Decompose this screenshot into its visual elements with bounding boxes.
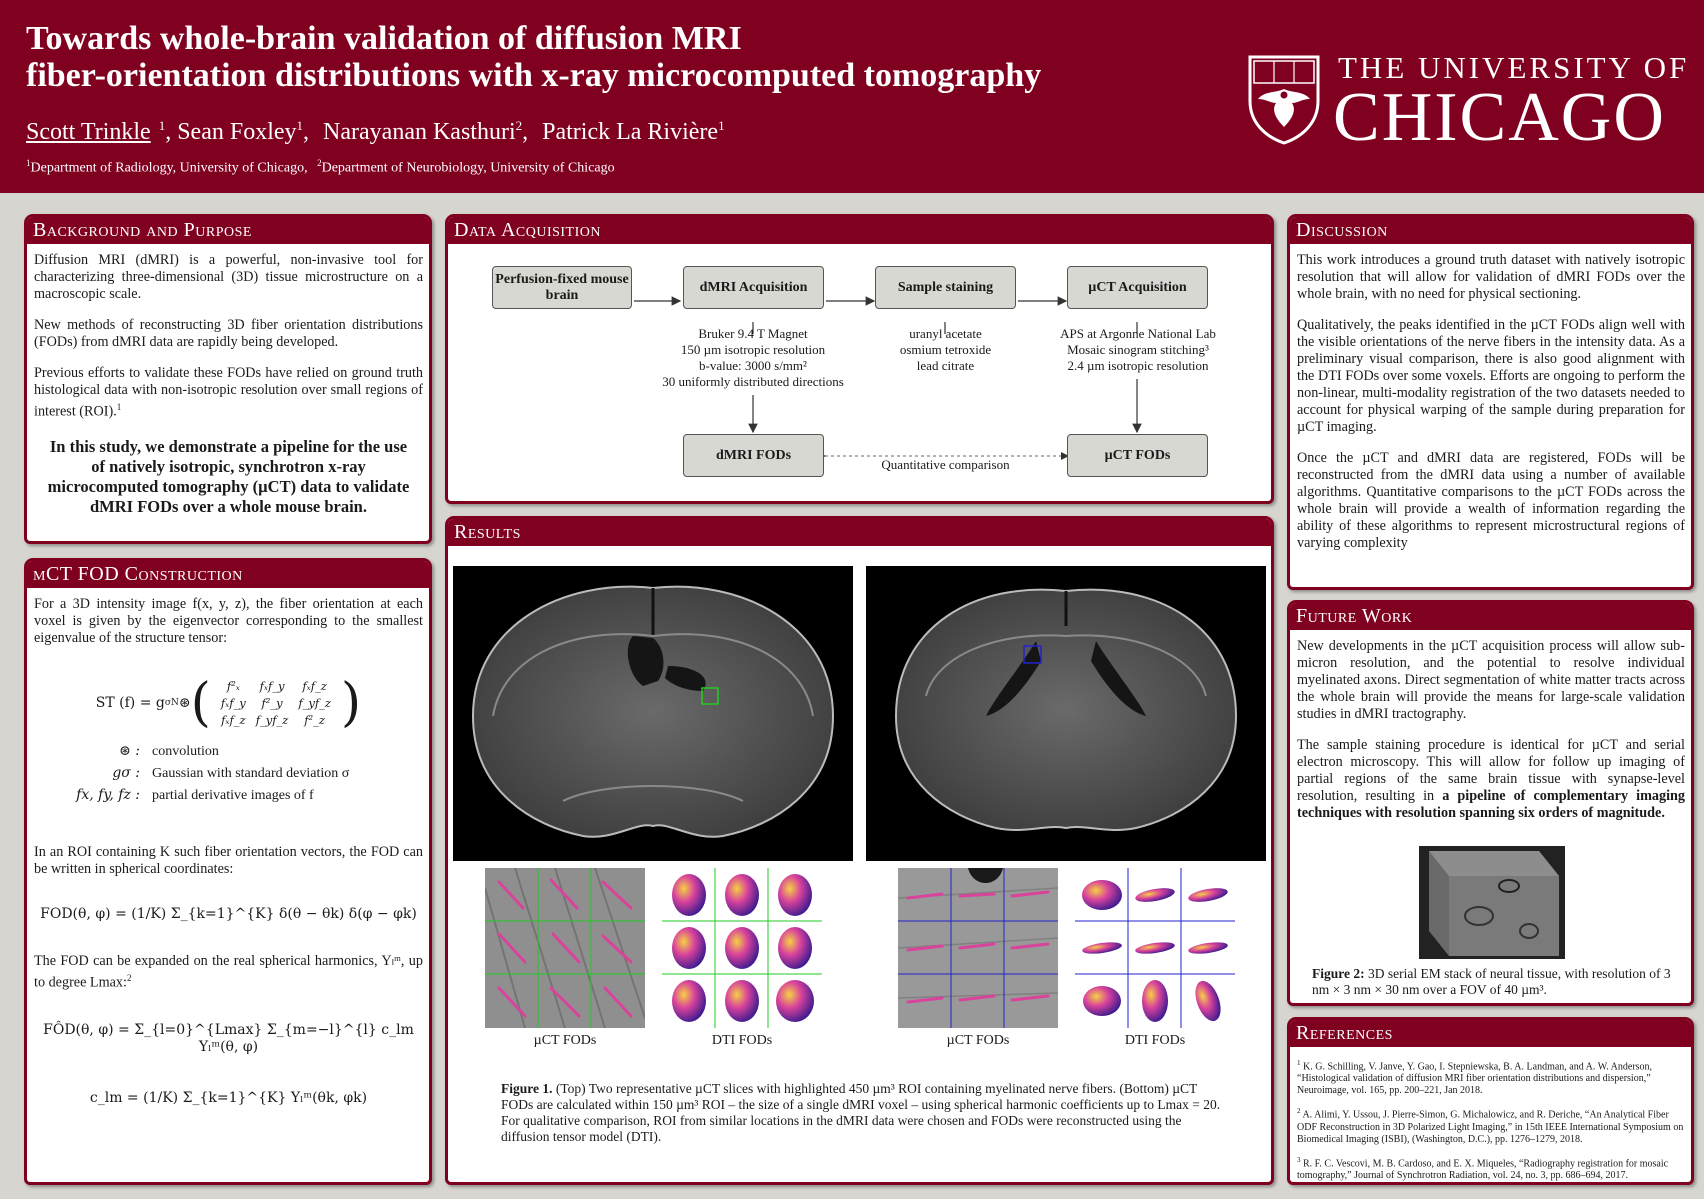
poster-header — [0, 0, 1704, 193]
coefficient-equation: c_lm = (1/K) Σ_{k=1}^{K} Yₗᵐ(θk, φk) — [89, 1089, 368, 1106]
panel-body — [1290, 1047, 1691, 1182]
panel-data-acquisition — [445, 214, 1274, 504]
panel-body — [27, 244, 429, 517]
fod-equation: FOD(θ, φ) = (1/K) Σ_{k=1}^{K} δ(θ − θk) δ(φ − φk) — [40, 906, 417, 922]
panel-body — [1290, 244, 1691, 552]
panel-body — [1290, 630, 1691, 822]
reference-item: $^2$ A. Alimi, Y. Ussou, J. Pierre-Simon, G. Michalowicz, and R. Deriche, “An Analytical Fiber ODF Reconstruction in 3D Polarized Light Imaging,” in 15th IEEE International Symposium on Biomedical Imaging (ISBI), (Washington, D.C.), pp. 1276–1279, 2018. — [1297, 1107, 1684, 1145]
flow-box-perfusion: Perfusion-fixed mouse brain — [492, 266, 632, 309]
dti-fods-grid-right — [1075, 868, 1235, 1028]
panel-heading: Data Acquisition — [448, 217, 1271, 244]
comparison-label: Quantitative comparison — [881, 457, 1010, 472]
flow-box-sample-staining: Sample staining — [875, 266, 1016, 309]
tensor-matrix: f²ₓ fₓf_y fₓf_z fₓf_y f²_y f_yf_z fₓf_z f_yf_z f²_z — [220, 678, 331, 727]
author-3: Narayanan Kasthuri$^2$, — [323, 118, 529, 145]
panel-future-work — [1287, 600, 1694, 1006]
legend-row: fx, fy, fz : partial derivative images of f — [76, 787, 314, 803]
panel-fod-construction — [24, 558, 432, 1185]
study-summary: In this study, we demonstrate a pipeline for the use of natively isotropic, synchrotron x-ray microcomputed tomography (µCT) data to validate dMRI FODs over a whole mouse brain. — [47, 436, 410, 516]
title-line-2: fiber-orientation distributions with x-ray microcomputed tomography — [26, 57, 1042, 94]
panel-results — [445, 516, 1274, 1185]
paragraph: The FOD can be expanded on the real spherical harmonics, Yₗᵐ, up to degree Lmax:$^2$ — [34, 953, 423, 991]
paragraph: In an ROI containing K such fiber orientation vectors, the FOD can be written in spherical coordinates: — [34, 844, 423, 877]
author-2: Sean Foxley$^1$, — [177, 118, 310, 145]
label-uct-fods-right: µCT FODs — [946, 1033, 1010, 1048]
university-seal-icon — [1246, 53, 1322, 145]
dmri-notes: Bruker 9.4 T Magnet 150 µm isotropic resolution b-value: 3000 s/mm² 30 uniformly distributed directions — [662, 326, 844, 389]
logo-text-the-university-of: THE UNIVERSITY OF — [1338, 50, 1690, 85]
dti-fods-grid-left — [662, 868, 822, 1028]
panel-heading: Results — [448, 519, 1271, 546]
staining-notes: uranyl acetate osmium tetroxide lead citrate — [899, 326, 992, 373]
figure-2-caption: Figure 2: 3D serial EM stack of neural tissue, with resolution of 3 nm × 3 nm × 30 nm over a FOV of 40 µm³. — [1312, 966, 1671, 997]
poster-title — [26, 20, 1206, 94]
author-1: Scott Trinkle — [26, 119, 151, 145]
uct-slice-image-right — [866, 566, 1266, 861]
flow-box-dmri-acquisition: dMRI Acquisition — [683, 266, 824, 309]
paragraph: New developments in the µCT acquisition process will allow sub-micron resolution, and the potential to resolve individual myelinated axons. Direct segmentation of white matter tracts across the whole brain will provide the means for large-scale validation studies in dMRI tractography. — [1297, 638, 1685, 722]
panel-background — [24, 214, 432, 544]
uct-fods-grid-right — [898, 868, 1058, 1028]
flow-box-uct-fods: µCT FODs — [1067, 434, 1208, 477]
paragraph: Qualitatively, the peaks identified in the µCT FODs align well with the visible orientations of the nerve fibers in the intensity data. As a preliminary visual comparison, there is also good alignment with the DTI FODs over some voxels. Efforts are ongoing to perform the non-linear, multi-modality registration of the two datasets needed to account for physical warping of the sample during preparation for µCT imaging. — [1297, 317, 1685, 435]
paragraph: Previous efforts to validate these FODs have relied on ground truth histological data with non-isotropic resolution over small regions of interest (ROI).$^1$ — [34, 365, 423, 420]
paragraph: Once the µCT and dMRI data are registered, FODs will be reconstructed from the dMRI data using a number of available algorithms. Quantitative comparisons to the µCT FODs across the whole brain will provide a wealth of information regarding the ability of these algorithms to represent microstructural regions of varying complexity — [1297, 450, 1685, 551]
legend-row: gσ : Gaussian with standard deviation σ — [112, 765, 350, 781]
panel-heading: References — [1290, 1020, 1691, 1047]
panel-heading: Background and Purpose — [27, 217, 429, 244]
structure-tensor-equation: ST (f) = g σN ⊛ ( f²ₓ fₓf_y fₓf_z fₓf_y f²_y f_yf_z fₓf_z f_yf_z f²_z ) — [95, 673, 362, 733]
panel-heading: µCT FOD Construction — [27, 561, 429, 588]
paragraph: New methods of reconstructing 3D fiber orientation distributions (FODs) from dMRI data are rapidly being developed. — [34, 317, 423, 350]
paragraph: This work introduces a ground truth dataset with natively isotropic resolution that will allow for validation of dMRI FODs over the whole brain, with no need for physical sectioning. — [1297, 252, 1685, 302]
author-4: Patrick La Rivière$^1$ — [542, 118, 725, 145]
panel-discussion — [1287, 214, 1694, 590]
logo-text-chicago: CHICAGO — [1333, 79, 1666, 156]
uct-notes: APS at Argonne National Lab Mosaic sinogram stitching³ 2.4 µm isotropic resolution — [1060, 326, 1216, 373]
panel-heading: Future Work — [1290, 603, 1691, 630]
em-stack-image — [1419, 846, 1565, 959]
panel-heading: Discussion — [1290, 217, 1691, 244]
label-dti-fods-left: DTI FODs — [711, 1033, 773, 1048]
paragraph: The sample staining procedure is identical for µCT and serial electron microscopy. This will allow for follow up imaging of partial regions of the same brain tissue with synapse-level resolution, resulting in a pipeline of complementary imaging techniques with resolution spanning six orders of magnitude. — [1297, 737, 1685, 821]
flow-box-dmri-fods: dMRI FODs — [683, 434, 824, 477]
uct-slice-image-left — [453, 566, 853, 861]
paragraph: For a 3D intensity image f(x, y, z), the fiber orientation at each voxel is given by the eigenvector corresponding to the smallest eigenvalue of the structure tensor: — [34, 596, 423, 646]
reference-item: $^3$ R. F. C. Vescovi, M. B. Cardoso, and E. X. Miqueles, “Radiography registration for mosaic tomography,” Journal of Synchrotron Radiation, vol. 24, no. 3, pp. 686–694, 2017. — [1297, 1155, 1669, 1181]
label-uct-fods-left: µCT FODs — [533, 1033, 597, 1048]
author-list: Scott Trinkle $^1$, Sean Foxley$^1$, Narayanan Kasthuri$^2$, Patrick La Rivière$^1$ — [26, 118, 725, 145]
paragraph: Diffusion MRI (dMRI) is a powerful, non-invasive tool for characterizing three-dimensional (3D) tissue microstructure on a macroscopic scale. — [34, 252, 423, 302]
panel-body — [27, 588, 429, 1107]
panel-references — [1287, 1017, 1694, 1185]
flow-box-uct-acquisition: µCT Acquisition — [1067, 266, 1208, 309]
affiliations: $^1$Department of Radiology, University of Chicago, $^2$Department of Neurobiology, University of Chicago — [26, 158, 615, 176]
legend-row: ⊛ : convolution — [119, 743, 219, 759]
title-line-1: Towards whole-brain validation of diffusion MRI — [26, 20, 742, 57]
reference-item: $^1$ K. G. Schilling, V. Janve, Y. Gao, I. Stepniewska, B. A. Landman, and A. W. Anderson, “Histological validation of diffusion MRI fiber orientation distributions and dispersion,” Neuroimage, vol. 165, pp. 200–221, Jan 2018. — [1297, 1059, 1653, 1097]
uct-fods-grid-left — [485, 868, 645, 1028]
label-dti-fods-right: DTI FODs — [1124, 1033, 1186, 1048]
fod-expansion-equation: FÔD(θ, φ) = Σ_{l=0}^{Lmax} Σ_{m=−l}^{l} c_lm Yₗᵐ(θ, φ) — [43, 1021, 414, 1055]
figure-1-caption: Figure 1. (Top) Two representative µCT slices with highlighted 450 µm³ ROI containing myelinated nerve fibers. (Bottom) µCT FODs are calculated within 150 µm³ ROI – the size of a single dMRI voxel – using spherical harmonic coefficients up to Lmax = 20. For qualitative comparison, ROI from similar locations in the dMRI data were chosen and FODs were reconstructed using the diffusion tensor model (DTI). — [501, 1081, 1221, 1144]
